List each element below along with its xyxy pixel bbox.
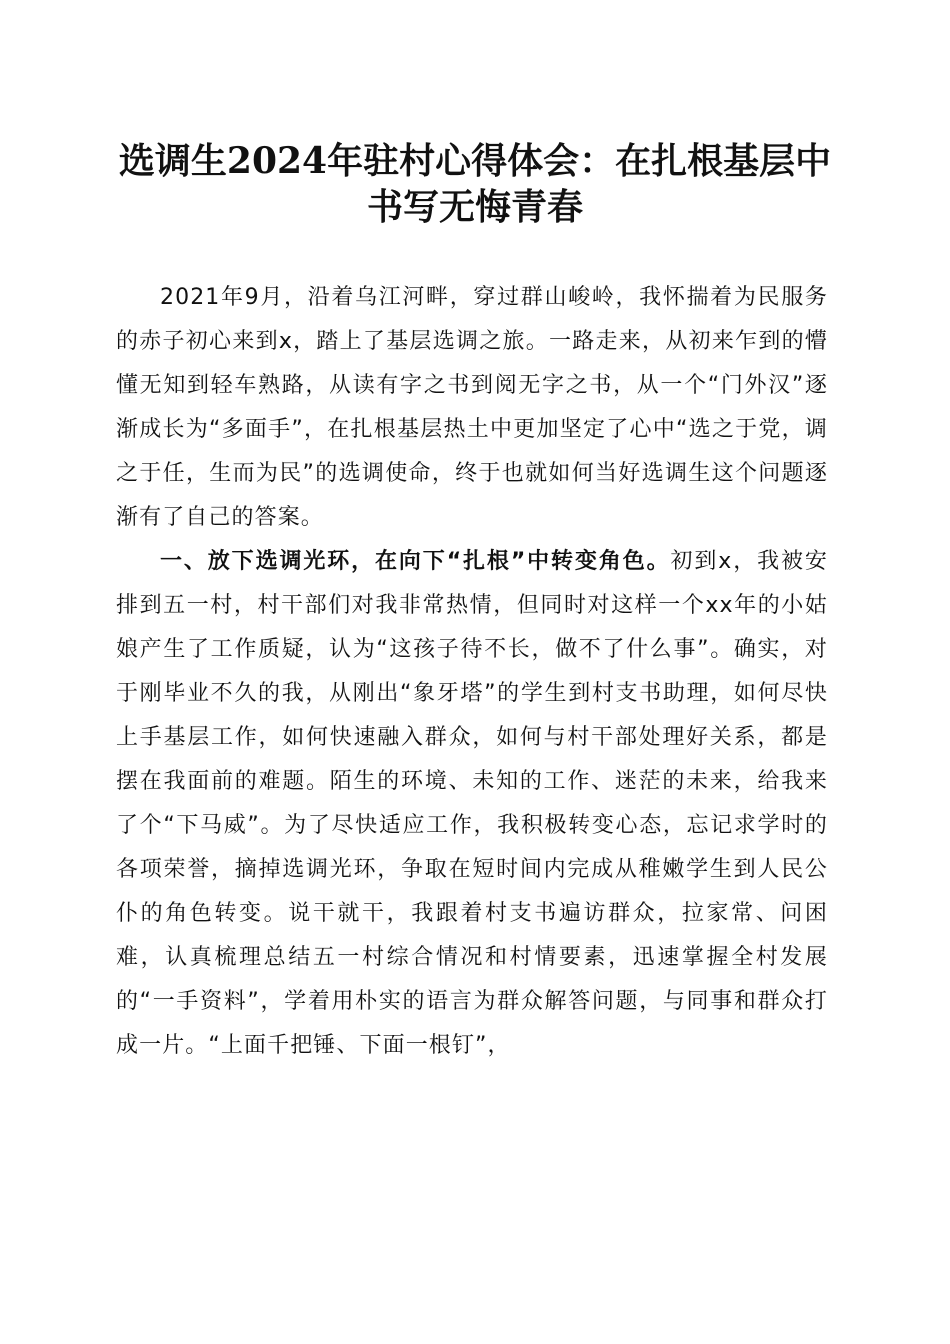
paragraph-section-1 <box>116 540 828 1068</box>
title-line-1: 选调生2024年驻村心得体会：在扎根基层中 <box>118 140 832 182</box>
title-line-2: 书写无悔青春 <box>366 186 583 228</box>
section-1-text: 初到x，我被安排到五一村，村干部们对我非常热情，但同时对这样一个xx年的小姑娘产生了工作质疑，认为“这孩子待不长，做不了什么事”。确实，对于刚毕业不久的我，从刚出“象牙塔”的学生到村支书助理，如何尽快上手基层工作，如何快速融入群众，如何与村干部处理好关系，都是摆在我面前的难题。陌生的环境、未知的工作、迷茫的未来，给我来了个“下马威”。为了尽快适应工作，我积极转变心态，忘记求学时的各项荣誉，摘掉选调光环，争取在短时间内完成从稚嫩学生到人民公仆的角色转变。说干就干，我跟着村支书遍访群众，拉家常、问困难，认真梳理总结五一村综合情况和村情要素，迅速掌握全村发展的“一手资料”，学着用朴实的语言为群众解答问题，与同事和群众打成一片。“上面千把锤、下面一根钉”， <box>116 549 828 1058</box>
paragraph-intro <box>116 276 828 540</box>
document-title <box>110 138 840 230</box>
document-body <box>116 276 828 1068</box>
paragraph-intro-text: 2021年9月，沿着乌江河畔，穿过群山峻岭，我怀揣着为民服务的赤子初心来到x，踏上了基层选调之旅。一路走来，从初来乍到的懵懂无知到轻车熟路，从读有字之书到阅无字之书，从一个“门外汉”逐渐成长为“多面手”，在扎根基层热土中更加坚定了心中“选之于党，调之于任，生而为民”的选调使命，终于也就如何当好选调生这个问题逐渐有了自己的答案。 <box>116 285 828 530</box>
section-1-heading: 一、放下选调光环，在向下“扎根”中转变角色。 <box>160 549 671 574</box>
